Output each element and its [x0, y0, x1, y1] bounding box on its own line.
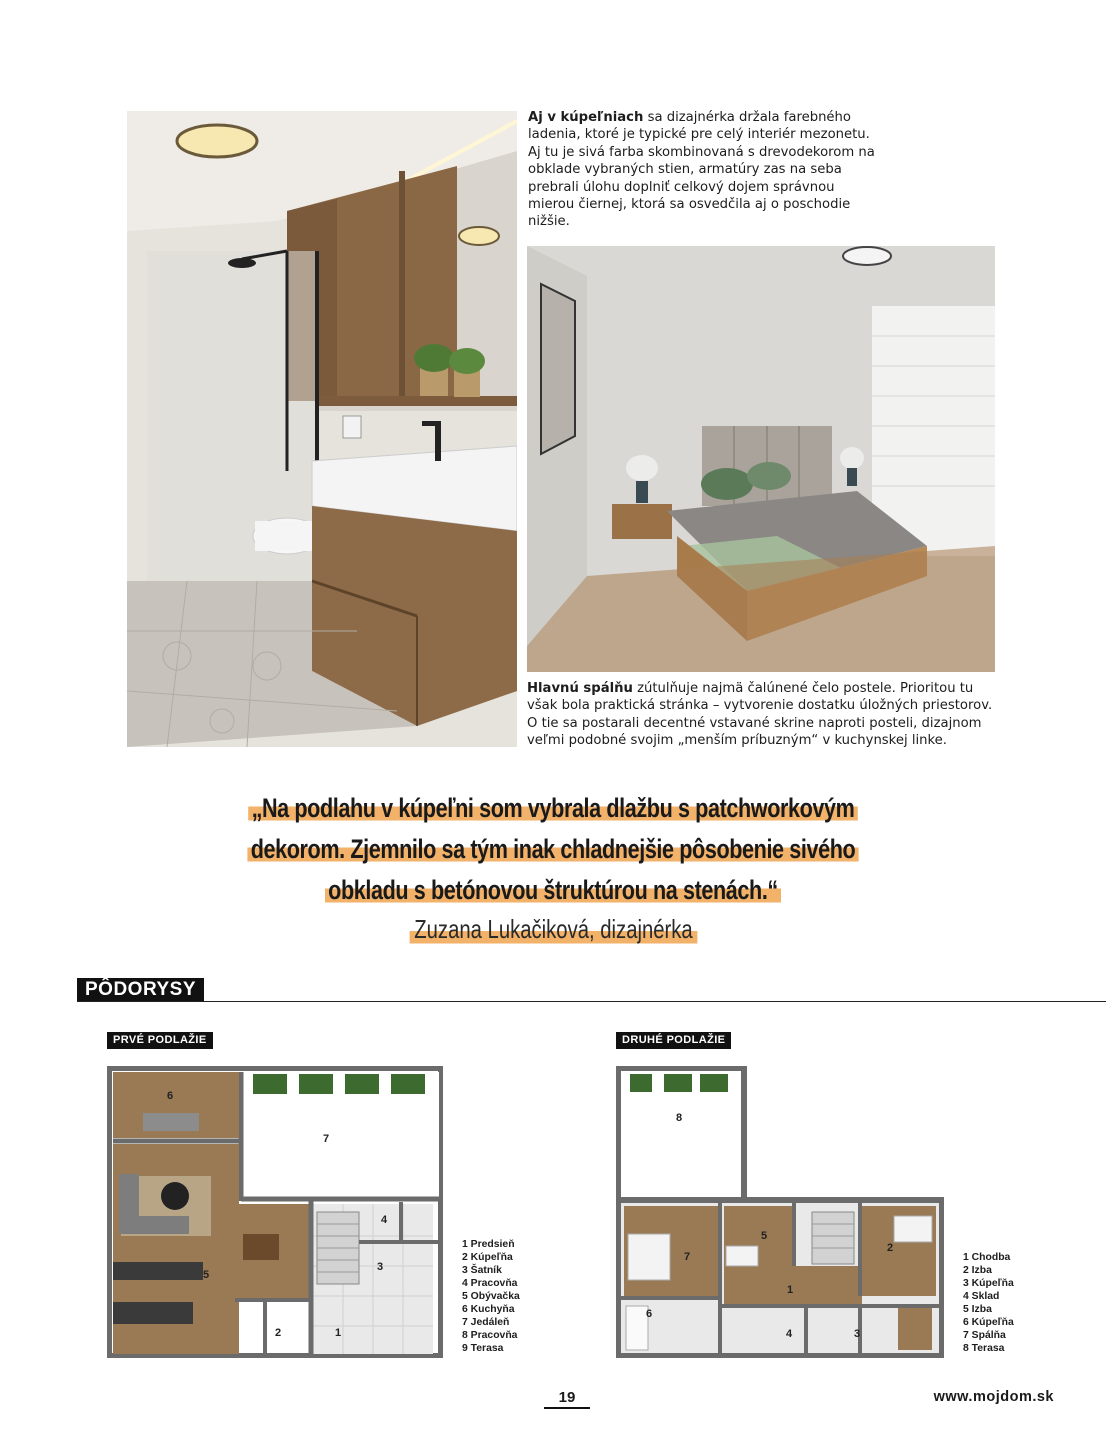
quote-author [0, 914, 1106, 945]
floor2-legend-item: 1 Chodba [963, 1252, 1011, 1263]
pull-quote-line-2: dekorom. Zjemnilo sa tým inak chladnejšie pôsobenie sivého [248, 834, 859, 864]
floor2-room-number-3: 3 [854, 1328, 861, 1340]
bedroom-caption [527, 680, 997, 750]
floor1-plan [107, 1066, 443, 1358]
floor2-room-number-6: 6 [646, 1308, 653, 1320]
floor1-legend-item: 9 Terasa [462, 1343, 504, 1354]
floor2-legend-item: 2 Izba [963, 1265, 992, 1276]
bedroom-caption-lead: Hlavnú spálňu [527, 681, 633, 696]
floor1-room-number-7: 7 [323, 1133, 330, 1145]
floor2-room-number-4: 4 [786, 1328, 793, 1340]
pull-quote [231, 788, 876, 911]
floor2-room-number-8: 8 [676, 1112, 683, 1124]
floor1-legend [462, 1238, 520, 1355]
floor2-legend-item: 5 Izba [963, 1304, 992, 1315]
floor2-legend-item: 3 Kúpeľňa [963, 1278, 1014, 1289]
floor2-plan [616, 1066, 944, 1358]
bathroom-caption-text: sa dizajnérka držala farebného ladenia, ktoré je typické pre celý interiér mezonetu. Aj tu je sivá farba skombinovaná s drevodekorom na obklade vybraných stien, armatúry zas na seba prebrali úlohu doplniť celkový dojem správnou mierou čiernej, ktorá sa osvedčila aj o poschodie nižšie. [528, 110, 875, 230]
section-title: PÔDORYSY [77, 978, 204, 1002]
floor1-room-number-4: 4 [381, 1214, 388, 1226]
floor2-legend [963, 1251, 1014, 1355]
floor1-tag: PRVÉ PODLAŽIE [107, 1032, 213, 1049]
floor1-legend-item: 2 Kúpeľňa [462, 1252, 513, 1263]
floor1-room-number-5: 5 [203, 1269, 210, 1281]
floor2-room-number-7: 7 [684, 1251, 691, 1263]
floor1-room-number-2: 2 [275, 1327, 282, 1339]
bathroom-caption [528, 109, 878, 231]
website-url[interactable]: www.mojdom.sk [933, 1389, 1054, 1405]
floor1-legend-item: 8 Pracovňa [462, 1330, 518, 1341]
floor1-room-number-1: 1 [335, 1327, 342, 1339]
floor1-legend-item: 5 Obývačka [462, 1291, 520, 1302]
floor2-legend-item: 6 Kúpeľňa [963, 1317, 1014, 1328]
floor1-legend-item: 3 Šatník [462, 1265, 502, 1276]
bedroom-caption-text: zútulňuje najmä čalúnené čelo postele. Prioritou tu však bola praktická stránka – vytvorenie dostatku úložných priestorov. O tie sa postarali decentné vstavané skrine naproti posteli, dizajnom veľmi podobné svojim „menším príbuzným“ v kuchynskej linke. [527, 681, 993, 749]
quote-author-text: Zuzana Lukačiková, dizajnérka [409, 914, 697, 945]
floor2-room-number-5: 5 [761, 1230, 768, 1242]
floor1-room-number-3: 3 [377, 1261, 384, 1273]
floor2-legend-item: 7 Spálňa [963, 1330, 1006, 1341]
floor2-legend-item: 4 Sklad [963, 1291, 1000, 1302]
floor1-legend-item: 6 Kuchyňa [462, 1304, 515, 1315]
floor1-room-number-6: 6 [167, 1090, 174, 1102]
floor1-legend-item: 4 Pracovňa [462, 1278, 518, 1289]
bathroom-illustration [127, 111, 517, 747]
floor1-legend-item: 1 Predsieň [462, 1239, 515, 1250]
floor2-legend-item: 8 Terasa [963, 1343, 1005, 1354]
page-number: 19 [544, 1389, 590, 1409]
pull-quote-line-1: „Na podlahu v kúpeľni som vybrala dlažbu s patchworkovým [248, 793, 857, 823]
bathroom-photo [127, 111, 517, 747]
floor2-room-number-2: 2 [887, 1242, 894, 1254]
floor1-legend-item: 7 Jedáleň [462, 1317, 510, 1328]
section-rule [77, 1001, 1106, 1002]
floor2-tag: DRUHÉ PODLAŽIE [616, 1032, 731, 1049]
pull-quote-line-3: obkladu s betónovou štruktúrou na stenách.“ [325, 875, 781, 905]
bathroom-caption-lead: Aj v kúpeľniach [528, 110, 644, 125]
bedroom-illustration [527, 246, 995, 672]
bedroom-photo [527, 246, 995, 672]
floor2-room-number-1: 1 [787, 1284, 794, 1296]
